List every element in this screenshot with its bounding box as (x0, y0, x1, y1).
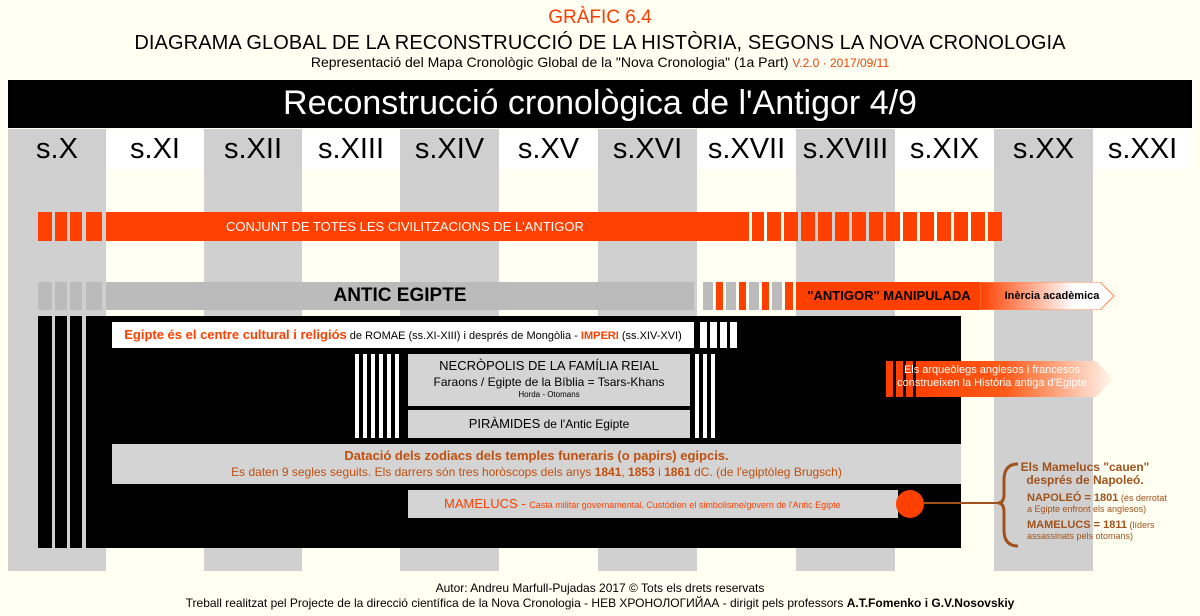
century-header-xviii: s.XVIII (796, 129, 895, 169)
napoleo-note: (és derrotat (1118, 493, 1167, 503)
century-header-xii: s.XII (204, 129, 302, 169)
necropolis-dash (371, 354, 375, 438)
egipte-centre-text: de ROMAE (ss.XI-XIII) i després de Mongòlia - (346, 330, 581, 342)
civilizations-dash (86, 212, 102, 241)
year-1853: 1853 (628, 465, 655, 479)
necropolis-dash (387, 354, 391, 438)
egipte-dash (38, 282, 52, 310)
piramides-title: PIRÀMIDES (468, 416, 541, 431)
civilizations-dash (767, 212, 781, 241)
datacio-bar (112, 444, 961, 484)
necropolis-dash (379, 354, 383, 438)
egipte-dash (739, 282, 746, 310)
mamelucs-date: MAMELUCS = 1811 (1027, 519, 1127, 531)
arqueolegs-line-2: construeixen la Història antiga d'Egipte (897, 377, 1087, 389)
inercia-label: Inèrcia acadèmica (1004, 290, 1100, 302)
egipte-dash (772, 282, 782, 310)
century-header-xi: s.XI (106, 129, 204, 169)
century-header-xiii: s.XIII (302, 129, 400, 169)
necropolis-dash (703, 354, 707, 438)
civilizations-dash (784, 212, 798, 241)
civilizations-dash (70, 212, 82, 241)
datacio-line (112, 465, 961, 479)
civilizations-dash (752, 212, 764, 241)
annotation-mamelucs (1027, 520, 1199, 542)
century-header-x: s.X (8, 129, 106, 169)
banner-title: Reconstrucció cronològica de l'Antigor 4/9 (8, 80, 1192, 128)
egipte-centre-dash (730, 322, 737, 348)
century-header-xvi: s.XVI (598, 129, 697, 169)
necropolis-dash (695, 354, 699, 438)
century-header-xiv: s.XIV (400, 129, 499, 169)
civilizations-dash (903, 212, 917, 241)
antic-egipte-bar: ANTIC EGIPTE (106, 282, 694, 310)
century-header-xvii: s.XVII (697, 129, 796, 169)
mamelucs-date-note: (líders (1126, 520, 1155, 530)
napoleo-note-2: a Egipte enfront els anglesos) (1027, 504, 1147, 514)
piramides-text: de l'Antic Egipte (540, 417, 630, 431)
footer-professors: A.T.Fomenko i G.V.Nosovskiy (846, 596, 1015, 610)
egipte-centre-highlight: Egipte és el centre cultural i religiós (124, 327, 347, 342)
century-header-xv: s.XV (499, 129, 598, 169)
annotation-napoleo (1027, 493, 1199, 515)
necropolis-dash (395, 354, 399, 438)
civilizations-dash (954, 212, 968, 241)
egipte-dash (86, 282, 102, 310)
egipte-dash (749, 282, 759, 310)
annotation-title-line-1: Els Mamelucs "cauen" (1020, 460, 1150, 474)
mamelucs-bar (408, 490, 898, 518)
year-1841: 1841 (594, 465, 622, 479)
imperi-text: IMPERI (580, 330, 619, 342)
necropolis-dash (363, 354, 367, 438)
left-vertical-bar (70, 316, 82, 548)
civilizations-dash (971, 212, 985, 241)
datacio-text: Es daten 9 segles seguits. Els darrers són tres horòscops dels anys (231, 465, 595, 479)
datacio-text-end: dC. (de l'egiptòleg Brugsch) (690, 465, 842, 479)
curly-brace-icon (924, 460, 1024, 550)
egipte-centre-dash (700, 322, 707, 348)
egipte-dash (716, 282, 723, 310)
mamelucs-title: MAMELUCS - (444, 496, 530, 511)
egipte-dash (726, 282, 736, 310)
century-header-xxi: s.XXI (1093, 129, 1192, 169)
civilizations-dash (869, 212, 883, 241)
datacio-sep-1: , (621, 465, 629, 479)
datacio-title: Datació dels zodiacs dels temples funeraris (o papirs) egipcis. (344, 448, 729, 463)
civilizations-dash (55, 212, 67, 241)
egipte-centre-text-end: (ss.XIV-XVI) (618, 330, 682, 342)
egipte-centre-dash (720, 322, 727, 348)
left-vertical-bar (38, 316, 52, 548)
piramides-bar (408, 410, 690, 438)
necropolis-note: Horda - Otomans (518, 390, 580, 399)
egipte-centre-bar (112, 322, 694, 348)
civilizations-dash (38, 212, 52, 241)
egipte-dash (785, 282, 793, 310)
egipte-dash (762, 282, 769, 310)
civilizations-dash (920, 212, 934, 241)
necropolis-bar (408, 354, 690, 406)
year-1861: 1861 (664, 465, 691, 479)
necropolis-title: NECRÒPOLIS DE LA FAMÍLIA REIAL (439, 358, 659, 373)
civilizations-dash (886, 212, 900, 241)
footer-project (0, 596, 1200, 610)
arqueolegs-line-1: Els arqueòlegs anglesos i francesos (903, 364, 1081, 376)
egipte-dash (55, 282, 67, 310)
civilizations-dash (818, 212, 832, 241)
napoleo-date: NAPOLEÓ = 1801 (1027, 492, 1119, 504)
arqueolegs-text (880, 364, 1104, 390)
necropolis-subtitle: Faraons / Egipte de la Bíblia = Tsars-Khans (433, 375, 665, 389)
mamelucs-date-note-2: assassinats pels otomans) (1027, 531, 1134, 541)
datacio-sep-2: i (654, 465, 665, 479)
century-header-xix: s.XIX (895, 129, 994, 169)
mamelucs-note: Casta militar governamental. Custòdien el simbolisme/govern de l'Antic Egipte (529, 500, 841, 510)
civilizations-dash (988, 212, 1002, 241)
mamelucs-end-circle (896, 490, 924, 518)
annotation-title-line-2: després de Napoleó. (1026, 473, 1144, 487)
left-vertical-bar (55, 316, 67, 548)
page-subtitle (0, 54, 1200, 70)
annotation-title (1020, 461, 1150, 487)
footer-author: Autor: Andreu Marfull-Pujadas 2017 © Tots els drets reservats (435, 581, 765, 595)
chart-label: GRÀFIC 6.4 (548, 7, 652, 28)
left-vertical-bar (86, 316, 106, 548)
antigor-manipulada-bar: "ANTIGOR" MANIPULADA (796, 282, 982, 310)
egipte-dash (70, 282, 82, 310)
necropolis-dash (355, 354, 359, 438)
civilizations-dash (852, 212, 866, 241)
civilizations-dash (937, 212, 951, 241)
page-title: DIAGRAMA GLOBAL DE LA RECONSTRUCCIÓ DE LA HISTÒRIA, SEGONS LA NOVA CRONOLOGIA (134, 32, 1066, 54)
egipte-centre-dash (710, 322, 717, 348)
civilizations-dash (835, 212, 849, 241)
century-header-xx: s.XX (994, 129, 1093, 169)
footer-project-text: Treball realitzat pel Projecte de la direcció científica de la Nova Cronologia - НЕВ ХРОНОЛОГИЙАА - dirigit pels professors (185, 596, 847, 610)
version-text: V.2.0 · 2017/09/11 (792, 56, 890, 70)
necropolis-dash (711, 354, 715, 438)
subtitle-text: Representació del Mapa Cronològic Global de la "Nova Cronologia" (1a Part) (310, 54, 789, 70)
egipte-dash (703, 282, 713, 310)
civilizations-bar: CONJUNT DE TOTES LES CIVILITZACIONS DE L'ANTIGOR (106, 212, 749, 241)
civilizations-dash (801, 212, 815, 241)
